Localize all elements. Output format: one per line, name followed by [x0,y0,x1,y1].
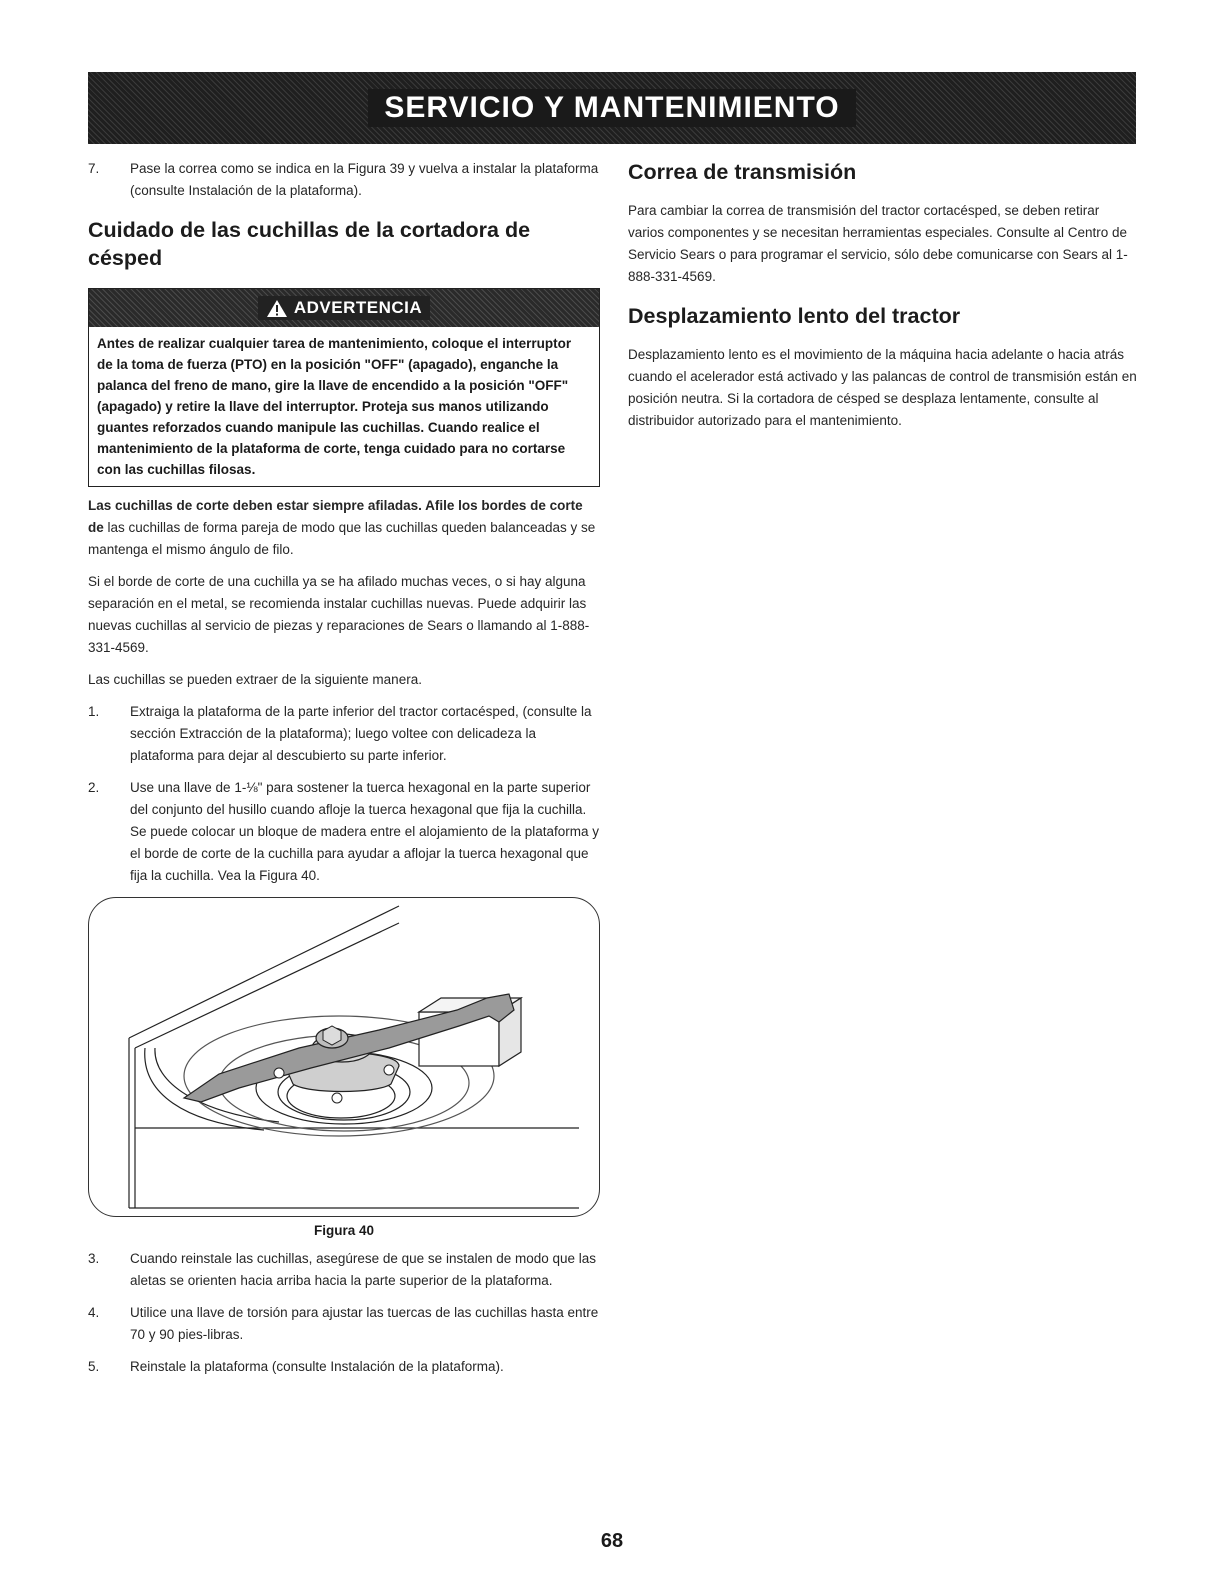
step-text: Utilice una llave de torsión para ajustar las tuercas de las cuchillas hasta entre 70 y 90 pies-libras. [130,1305,599,1342]
left-column [88,158,600,1378]
blade-care-heading: Cuidado de las cuchillas de la cortadora de césped [88,218,531,270]
step-number: 1. [88,704,100,719]
paragraph-sharpen-bold: Las cuchillas de corte deben estar siempre afiladas. Afile los bordes de corte de [88,498,583,535]
step-number: 2. [88,780,100,795]
paragraph-sharpen [88,495,600,561]
right-column [628,158,1138,432]
figure-caption: Figura 40 [313,1223,375,1238]
section-title: SERVICIO Y MANTENIMIENTO [368,89,855,127]
step-number: 3. [88,1251,100,1266]
drive-belt-heading: Correa de transmisión [628,160,857,184]
creep-paragraph: Desplazamiento lento es el movimiento de la máquina hacia adelante o hacia atrás cuando el acelerador está activado y las palancas de control de transmisión están en posición neutra. Si la cortadora de césped se desplaza lentamente, consulte al distribuidor autorizado para el mantenimiento. [628,347,1137,428]
warning-text: Antes de realizar cualquier tarea de mantenimiento, coloque el interruptor de la toma de fuerza (PTO) en la posición "OFF" (apagado), enganche la palanca del freno de mano, gire la llave de encendido a la posición "OFF" (apagado) y retire la llave del interruptor. Proteja sus manos utilizando guantes reforzados cuando manipule las cuchillas. Cuando realice el mantenimiento de la plataforma de corte, tenga cuidado para no cortarse con las cuchillas filosas. [97,336,572,477]
warning-label: ADVERTENCIA [293,298,423,317]
warning-box [88,288,600,487]
step-text: Cuando reinstale las cuchillas, asegúrese de que se instalen de modo que las aletas se orienten hacia arriba hacia la parte superior de la plataforma. [130,1251,597,1288]
step-item [88,158,600,202]
step-text: Reinstale la plataforma (consulte Instalación de la plataforma). [130,1359,504,1374]
step-text: Extraiga la plataforma de la parte inferior del tractor cortacésped, (consulte la sección Extracción de la plataforma); luego voltee con delicadeza la plataforma para dejar al descubierto su parte inferior. [130,704,592,763]
step-item [88,1356,600,1378]
drive-belt-paragraph: Para cambiar la correa de transmisión del tractor cortacésped, se deben retirar varios componentes y se necesitan herramientas especiales. Consulte al Centro de Servicio Sears o para programar el servicio, sólo debe comunicarse con Sears al 1-888-331-4569. [628,203,1128,284]
step-item [88,1302,600,1346]
step-number: 7. [88,161,100,176]
blade-illustration [89,898,599,1216]
step-text: Pase la correa como se indica en la Figura 39 y vuelva a instalar la plataforma (consulte Instalación de la plataforma). [130,161,599,198]
step-item [88,1248,600,1292]
step-item [88,777,600,887]
figure-40-illustration [88,897,600,1217]
page-number: 68 [600,1530,624,1552]
creep-heading: Desplazamiento lento del tractor [628,304,961,328]
paragraph-sharpen-rest: las cuchillas de forma pareja de modo que las cuchillas queden balanceadas y se mantenga el mismo ángulo de filo. [88,520,596,557]
step-text: Use una llave de 1-⅛" para sostener la tuerca hexagonal en la parte superior del conjunto del husillo cuando afloje la tuerca hexagonal que fija la cuchilla. Se puede colocar un bloque de madera entre el alojamiento de la plataforma y el borde de corte de la cuchilla para ayudar a aflojar la tuerca hexagonal que fija la cuchilla. Vea la Figura 40. [130,780,600,883]
step-number: 4. [88,1305,100,1320]
warning-header [89,289,599,327]
step-item [88,701,600,767]
step-number: 5. [88,1359,100,1374]
paragraph-replace: Si el borde de corte de una cuchilla ya se ha afilado muchas veces, o si hay alguna separación en el metal, se recomienda instalar cuchillas nuevas. Puede adquirir las nuevas cuchillas al servicio de piezas y reparaciones de Sears o llamando al 1-888-331-4569. [88,574,590,655]
paragraph-removal-intro: Las cuchillas se pueden extraer de la siguiente manera. [88,672,422,687]
section-banner [88,72,1136,144]
warning-triangle-icon [266,299,288,318]
